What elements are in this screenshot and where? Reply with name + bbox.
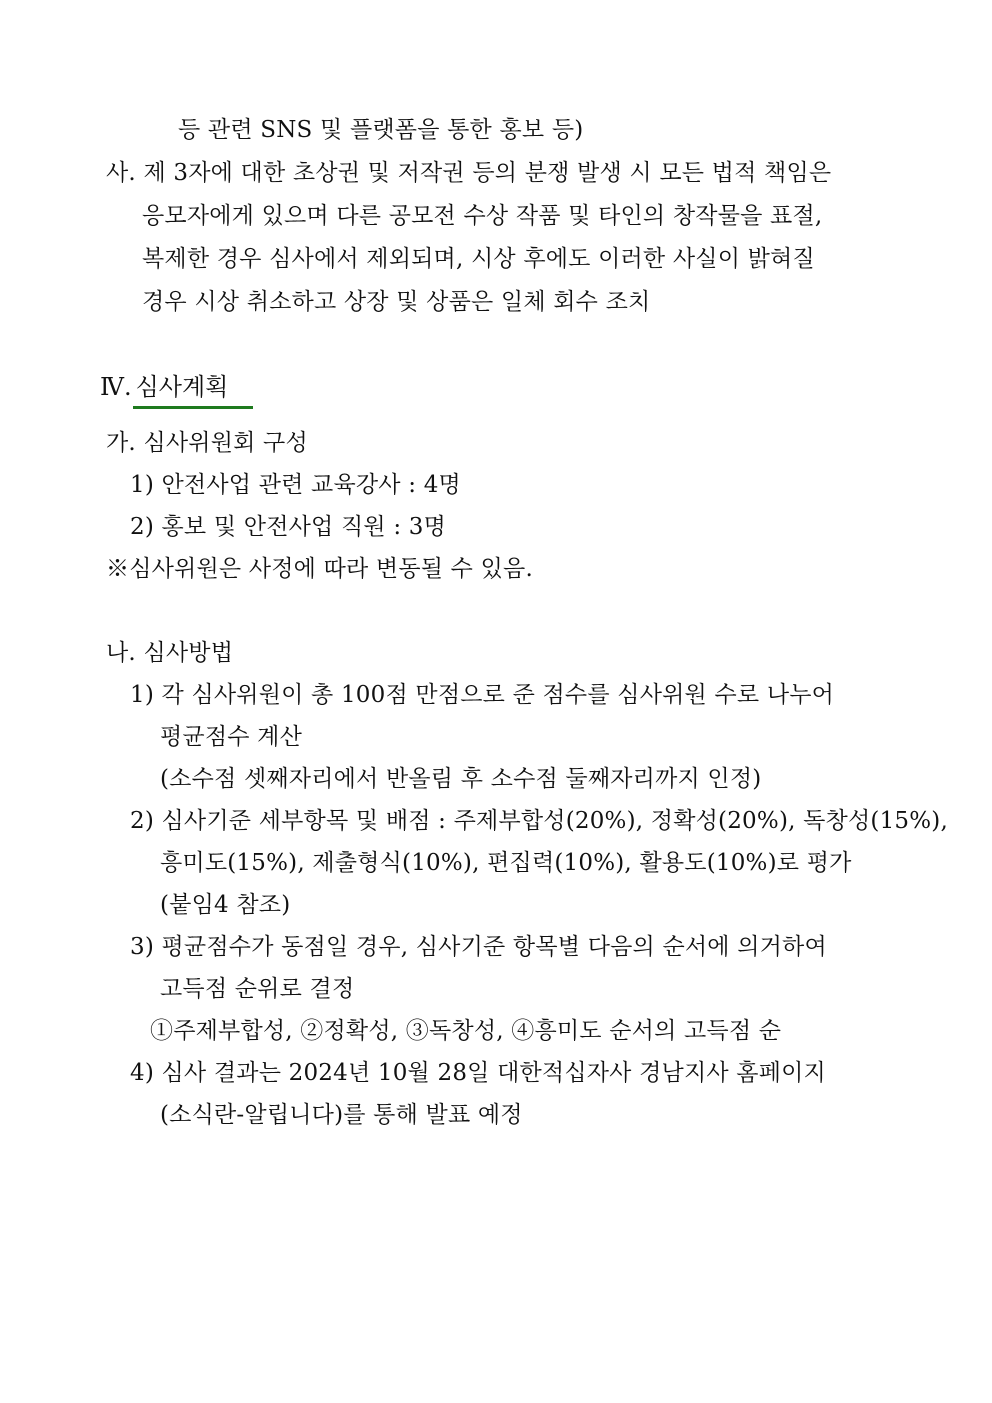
list-item: 2) 홍보 및 안전사업 직원 : 3명 xyxy=(130,514,447,540)
list-item-continuation: 흥미도(15%), 제출형식(10%), 편집력(10%), 활용도(10%)로 평가 xyxy=(160,850,852,876)
section-sa-line: 응모자에게 있으며 다른 공모전 수상 작품 및 타인의 창작물을 표절, xyxy=(142,203,823,229)
heading-title: 심사계획 xyxy=(135,373,229,401)
list-item: 2) 심사기준 세부항목 및 배점 : 주제부합성(20%), 정확성(20%), 독창성(15%), xyxy=(130,808,948,834)
list-item-continuation: (소수점 셋째자리에서 반올림 후 소수점 둘째자리까지 인정) xyxy=(160,766,762,792)
heading-underline xyxy=(133,406,253,409)
list-item: 4) 심사 결과는 2024년 10월 28일 대한적십자사 경남지사 홈페이지 xyxy=(130,1060,826,1086)
list-item-continuation: 평균점수 계산 xyxy=(160,724,303,750)
continuation-line: 등 관련 SNS 및 플랫폼을 통한 홍보 등) xyxy=(178,117,584,143)
list-item: 1) 안전사업 관련 교육강사 : 4명 xyxy=(130,472,461,498)
list-item-continuation: ①주제부합성, ②정확성, ③독창성, ④흥미도 순서의 고득점 순 xyxy=(150,1018,782,1044)
section-sa-line: 복제한 경우 심사에서 제외되며, 시상 후에도 이러한 사실이 밝혀질 xyxy=(142,246,815,272)
list-item: 1) 각 심사위원이 총 100점 만점으로 준 점수를 심사위원 수로 나누어 xyxy=(130,682,835,708)
section-na-title: 나. 심사방법 xyxy=(106,640,234,666)
section-ga-title: 가. 심사위원회 구성 xyxy=(106,430,308,456)
note: ※심사위원은 사정에 따라 변동될 수 있음. xyxy=(106,556,533,582)
list-item-continuation: (붙임4 참조) xyxy=(160,892,291,918)
list-item-continuation: 고득점 순위로 결정 xyxy=(160,976,355,1002)
list-item: 3) 평균점수가 동점일 경우, 심사기준 항목별 다음의 순서에 의거하여 xyxy=(130,934,827,960)
section-sa-line: 사. 제 3자에 대한 초상권 및 저작권 등의 분쟁 발생 시 모든 법적 책임은 xyxy=(106,160,832,186)
list-item-continuation: (소식란-알립니다)를 통해 발표 예정 xyxy=(160,1102,523,1128)
section-sa-line: 경우 시상 취소하고 상장 및 상품은 일체 회수 조치 xyxy=(142,289,651,315)
section-heading xyxy=(100,370,228,404)
heading-number: Ⅳ. xyxy=(100,373,132,401)
